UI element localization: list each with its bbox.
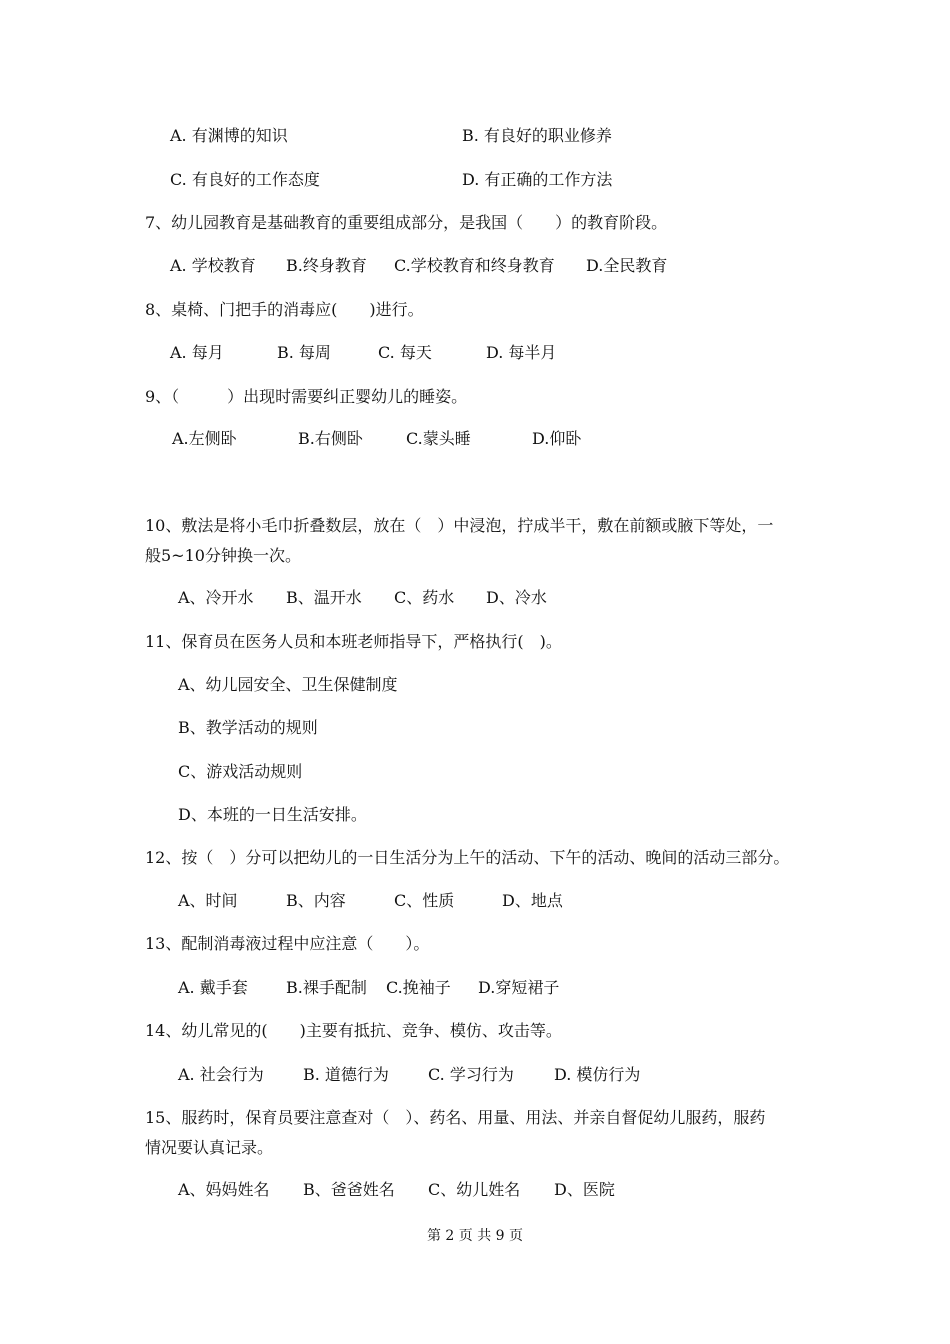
question-11: 11、保育员在医务人员和本班老师指导下，严格执行( )。 <box>145 632 562 651</box>
q9-option-a: A.左侧卧 <box>172 429 237 448</box>
q7-option-b: B.终身教育 <box>286 256 367 275</box>
option-b: B. 有良好的职业修养 <box>462 126 612 145</box>
q8-option-a: A. 每月 <box>170 343 224 362</box>
q15-option-b: B、爸爸姓名 <box>303 1180 395 1199</box>
q15-option-c: C、幼儿姓名 <box>428 1180 521 1199</box>
q8-option-c: C. 每天 <box>378 343 432 362</box>
q8-option-b: B. 每周 <box>277 343 331 362</box>
q14-option-a: A. 社会行为 <box>178 1065 264 1084</box>
q14-option-d: D. 模仿行为 <box>554 1065 641 1084</box>
question-8: 8、桌椅、门把手的消毒应( )进行。 <box>145 300 424 319</box>
q9-option-b: B.右侧卧 <box>298 429 363 448</box>
page-footer: 第 2 页 共 9 页 <box>426 1228 524 1244</box>
question-13: 13、配制消毒液过程中应注意（ ）。 <box>145 934 430 953</box>
question-12: 12、按（ ）分可以把幼儿的一日生活分为上午的活动、下午的活动、晚间的活动三部分。 <box>145 848 790 867</box>
q9-option-d: D.仰卧 <box>532 429 582 448</box>
option-d: D. 有正确的工作方法 <box>462 170 613 189</box>
q14-option-c: C. 学习行为 <box>428 1065 514 1084</box>
q15-option-a: A、妈妈姓名 <box>178 1180 270 1199</box>
q7-option-a: A. 学校教育 <box>170 256 256 275</box>
q10-option-a: A、冷开水 <box>178 588 254 607</box>
q11-option-c: C、游戏活动规则 <box>178 762 303 781</box>
question-14: 14、幼儿常见的( )主要有抵抗、竞争、模仿、攻击等。 <box>145 1021 562 1040</box>
q13-option-c: C.挽袖子 <box>386 978 451 997</box>
q10-option-b: B、温开水 <box>286 588 362 607</box>
question-15-line-2: 情况要认真记录。 <box>145 1138 274 1157</box>
q12-option-b: B、内容 <box>286 891 346 910</box>
q10-option-c: C、药水 <box>394 588 455 607</box>
question-10-line-2: 般5~10分钟换一次。 <box>145 546 301 565</box>
q11-option-d: D、本班的一日生活安排。 <box>178 805 367 824</box>
question-15-line-1: 15、服药时，保育员要注意查对（ ）、药名、用量、用法、并亲自督促幼儿服药，服药 <box>145 1108 766 1127</box>
q11-option-b: B、教学活动的规则 <box>178 718 318 737</box>
q13-option-b: B.裸手配制 <box>286 978 367 997</box>
question-7: 7、幼儿园教育是基础教育的重要组成部分，是我国（ ）的教育阶段。 <box>145 213 668 232</box>
q11-option-a: A、幼儿园安全、卫生保健制度 <box>178 675 398 694</box>
q9-option-c: C.蒙头睡 <box>406 429 471 448</box>
q13-option-a: A. 戴手套 <box>178 978 248 997</box>
question-10-line-1: 10、敷法是将小毛巾折叠数层，放在（ ）中浸泡，拧成半干，敷在前额或腋下等处，一 <box>145 516 774 535</box>
option-c: C. 有良好的工作态度 <box>170 170 320 189</box>
q14-option-b: B. 道德行为 <box>303 1065 389 1084</box>
option-a: A. 有渊博的知识 <box>170 126 288 145</box>
q12-option-c: C、性质 <box>394 891 455 910</box>
q12-option-d: D、地点 <box>502 891 563 910</box>
q7-option-c: C.学校教育和终身教育 <box>394 256 555 275</box>
question-9: 9、（ ）出现时需要纠正婴幼儿的睡姿。 <box>145 387 468 406</box>
q13-option-d: D.穿短裙子 <box>478 978 560 997</box>
q15-option-d: D、医院 <box>554 1180 615 1199</box>
q7-option-d: D.全民教育 <box>586 256 668 275</box>
q10-option-d: D、冷水 <box>486 588 547 607</box>
q12-option-a: A、时间 <box>178 891 238 910</box>
q8-option-d: D. 每半月 <box>486 343 557 362</box>
